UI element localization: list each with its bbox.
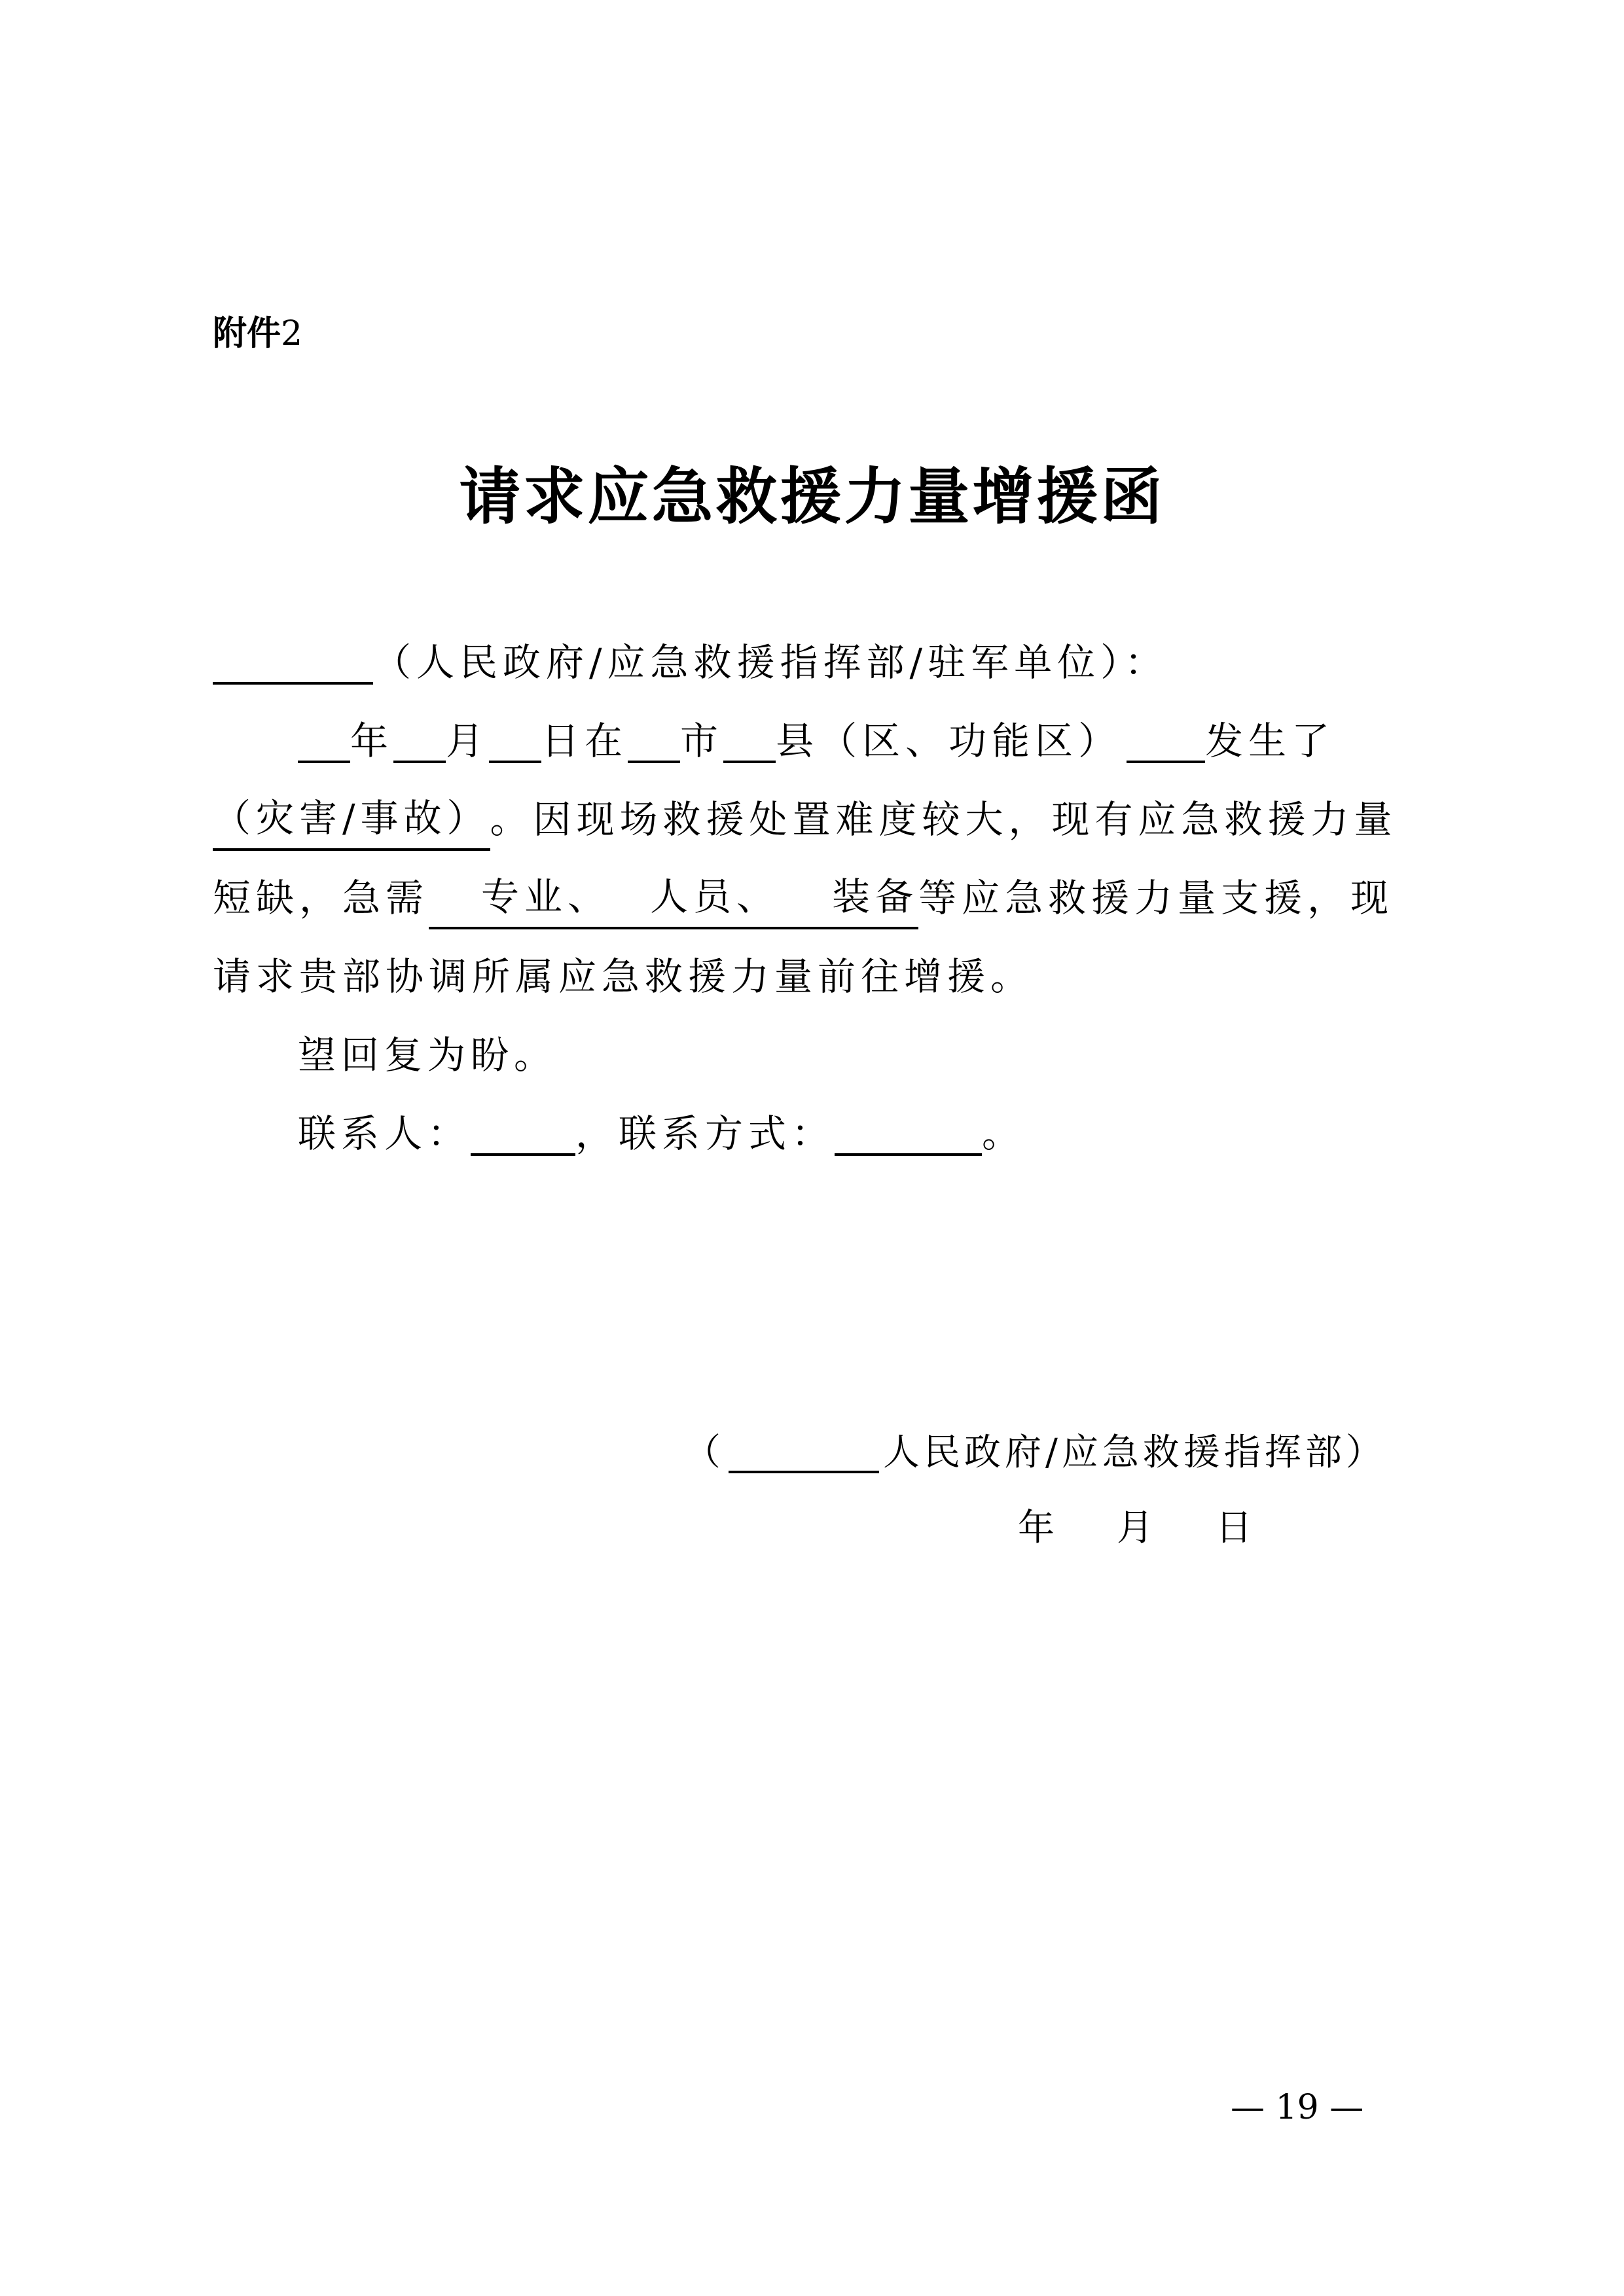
- contact-line: [298, 1086, 1214, 1165]
- needs-rest-text: 等应急救援力量支援，现: [918, 876, 1394, 920]
- attachment-label: [213, 308, 302, 360]
- day-at-text: 日在: [541, 719, 628, 763]
- county-blank[interactable]: [723, 715, 776, 763]
- signature-org-blank[interactable]: [729, 1427, 879, 1473]
- recipient-line: [213, 615, 1522, 694]
- signature-open-paren: （: [684, 1431, 725, 1474]
- county-text: 县（区、功能区）: [776, 719, 1122, 763]
- date-day: 日: [1216, 1507, 1252, 1549]
- event-type-field[interactable]: （灾害/事故）: [213, 791, 490, 851]
- month-text: 月: [446, 719, 490, 763]
- date-line: [1018, 1499, 1252, 1558]
- recipient-blank[interactable]: [213, 636, 373, 685]
- year-text: 年: [350, 719, 394, 763]
- day-blank[interactable]: [489, 715, 541, 763]
- signature-org-text: 人民政府/应急救援指挥部）: [883, 1431, 1386, 1474]
- recipient-suffix: （人民政府/应急救援指挥部/驻军单位）：: [373, 640, 1168, 685]
- paragraph-1-line-4-text: 请求贵部协调所属应急救援力量前往增援。: [213, 954, 1034, 999]
- contact-end: 。: [982, 1111, 1026, 1156]
- signature-line: [684, 1417, 1386, 1482]
- paragraph-1-line-2: [213, 772, 1420, 851]
- paragraph-1-line-2-rest: 。因现场救援处置难度较大，现有应急救援力量: [490, 797, 1398, 842]
- attachment-number: 2: [281, 314, 303, 353]
- document-title: 请求应急救援力量增援函: [459, 461, 1165, 533]
- contact-person-label: 联系人：: [298, 1111, 471, 1156]
- paragraph-1-line-4: [213, 929, 1420, 1008]
- month-blank[interactable]: [393, 715, 446, 763]
- year-blank[interactable]: [298, 715, 350, 763]
- date-year: 年: [1018, 1507, 1055, 1549]
- location-blank[interactable]: [1127, 715, 1205, 763]
- paragraph-1-line-1: [298, 694, 1420, 772]
- needs-item-1: 专业、: [481, 874, 611, 919]
- needs-item-3: 装备: [832, 874, 919, 919]
- contact-method-label: ，联系方式：: [575, 1111, 835, 1156]
- occurred-text: 发生了: [1205, 719, 1335, 763]
- contact-person-blank[interactable]: [471, 1107, 575, 1156]
- page-number: — 19 —: [1231, 2088, 1364, 2127]
- city-blank[interactable]: [628, 715, 680, 763]
- needs-lead-text: 短缺，急需: [213, 876, 429, 920]
- paragraph-2-text: 望回复为盼。: [298, 1033, 558, 1077]
- paragraph-1-line-3: [213, 851, 1420, 929]
- contact-method-blank[interactable]: [835, 1107, 982, 1156]
- needs-item-2: 人员、: [650, 874, 780, 919]
- city-text: 市: [680, 719, 724, 763]
- date-month: 月: [1117, 1507, 1153, 1549]
- paragraph-2: [298, 1008, 1149, 1086]
- needs-field[interactable]: [429, 869, 918, 929]
- attachment-text: 附件: [213, 314, 281, 353]
